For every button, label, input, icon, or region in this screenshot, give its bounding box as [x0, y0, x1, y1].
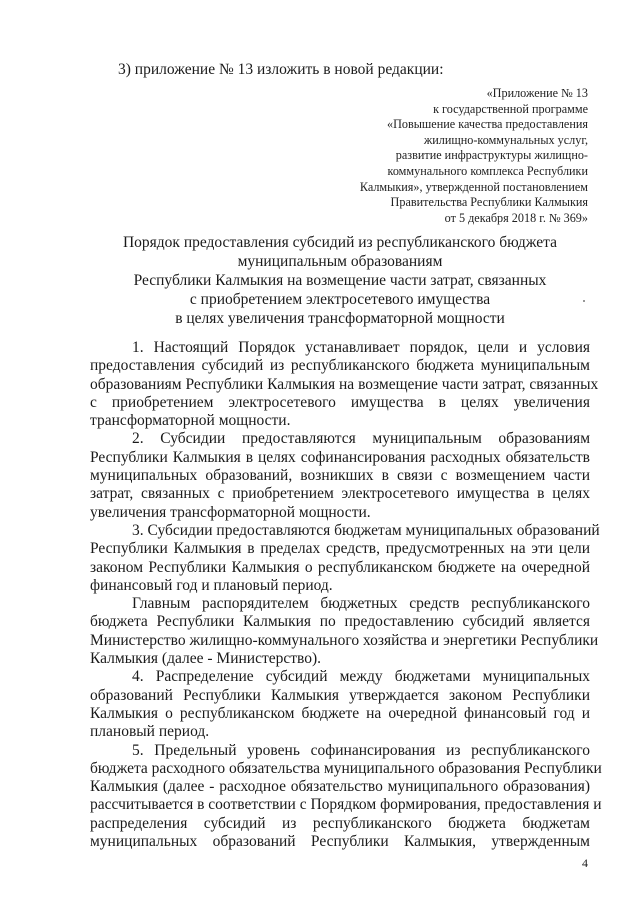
appendix-header-line: Калмыкия», утвержденной постановлением — [359, 179, 588, 194]
title-line: в целях увеличения трансформаторной мощности — [175, 310, 505, 327]
paragraph-line: распределения субсидий из республиканского бюджета бюджетам — [90, 814, 590, 832]
paragraph-line: Калмыкия (далее - Министерство). — [90, 650, 322, 668]
paragraph-line: Министерство жилищно-коммунального хозяйства и энергетики Республики — [90, 631, 599, 649]
title-line: с приобретением электросетевого имущества — [189, 291, 491, 308]
paragraph-line: с приобретением электросетевого имущества в целях увеличения — [90, 393, 590, 411]
paragraph-5 — [90, 741, 602, 852]
appendix-header-line: Правительства Республики Калмыкия — [390, 195, 588, 210]
paragraph-line: затрат, связанных с приобретением электросетевого имущества в целях — [90, 485, 590, 503]
paragraph-line: 4. Распределение субсидий между бюджетами муниципальных — [132, 668, 590, 686]
document-body — [90, 339, 602, 851]
scan-speck — [583, 300, 585, 302]
appendix-header-line: от 5 декабря 2018 г. № 369» — [444, 210, 588, 225]
paragraph-line: 3. Субсидии предоставляются бюджетам муниципальных образований — [132, 521, 600, 539]
paragraph-3 — [90, 521, 600, 595]
paragraph-line: образованиям Республики Калмыкия на возмещение части затрат, связанных — [90, 375, 599, 393]
paragraph-line: Республики Калмыкия в целях софинансирования расходных обязательств — [90, 448, 590, 466]
paragraph-line: плановый период. — [90, 723, 210, 741]
paragraph-line: бюджета расходного обязательства муниципального образования Республики — [90, 759, 602, 777]
title-line: муниципальным образованиям — [237, 253, 443, 270]
appendix-header-line: к государственной программе — [433, 101, 588, 116]
paragraph-line: трансформаторной мощности. — [90, 412, 291, 430]
paragraph-line: Республики Калмыкия в пределах средств, предусмотренных на эти цели — [90, 540, 590, 558]
paragraph-line: законом Республики Калмыкия о республиканском бюджете на очередной — [90, 558, 590, 576]
appendix-header-line: «Приложение № 13 — [486, 86, 588, 100]
paragraph-line: 5. Предельный уровень софинансирования из республиканского — [132, 741, 590, 759]
paragraph-line: Калмыкия (далее - расходное обязательство муниципального образования) — [90, 778, 590, 796]
paragraph-line: Главным распорядителем бюджетных средств республиканского — [132, 595, 590, 613]
title-line: Порядок предоставления субсидий из республиканского бюджета — [122, 234, 558, 251]
paragraph-line: Калмыкия о республиканском бюджете на очередной финансовый год и — [90, 704, 590, 722]
amendment-intro: 3) приложение № 13 изложить в новой редакции: — [118, 61, 444, 78]
paragraph-line: предоставления субсидий из республиканского бюджета муниципальным — [90, 357, 590, 375]
paragraph-line: рассчитывается в соответствии с Порядком формирования, предоставления и — [90, 796, 602, 814]
paragraph-line: бюджета Республики Калмыкия по предоставлению субсидий является — [90, 613, 590, 631]
appendix-header-line: коммунального комплекса Республики — [387, 163, 588, 178]
paragraph-3-continued — [90, 595, 599, 668]
document-title — [90, 233, 590, 328]
paragraph-line: 1. Настоящий Порядок устанавливает порядок, цели и условия — [132, 339, 590, 356]
paragraph-line: образований Республики Калмыкия утверждается законом Республики — [90, 686, 590, 704]
title-line: Республики Калмыкия на возмещение части затрат, связанных — [133, 272, 547, 289]
paragraph-1 — [90, 339, 599, 430]
paragraph-line: муниципальных образований Республики Калмыкия, утвержденным — [90, 833, 590, 851]
appendix-header-line: жилищно-коммунальных услуг, — [423, 132, 588, 147]
paragraph-line: финансовый год и плановый период. — [90, 576, 333, 594]
paragraph-line: 2. Субсидии предоставляются муниципальным образованиям — [132, 430, 590, 448]
paragraph-line: увеличения трансформаторной мощности. — [90, 503, 371, 521]
appendix-header-line: развитие инфраструктуры жилищно- — [395, 148, 588, 163]
paragraph-2 — [90, 430, 590, 521]
appendix-header-line: «Повышение качества предоставления — [386, 117, 588, 132]
paragraph-line: муниципальных образований, возникших в связи с возмещением части — [90, 467, 590, 485]
paragraph-4 — [90, 668, 590, 741]
appendix-header — [328, 86, 588, 226]
page-number: 4 — [582, 856, 588, 870]
